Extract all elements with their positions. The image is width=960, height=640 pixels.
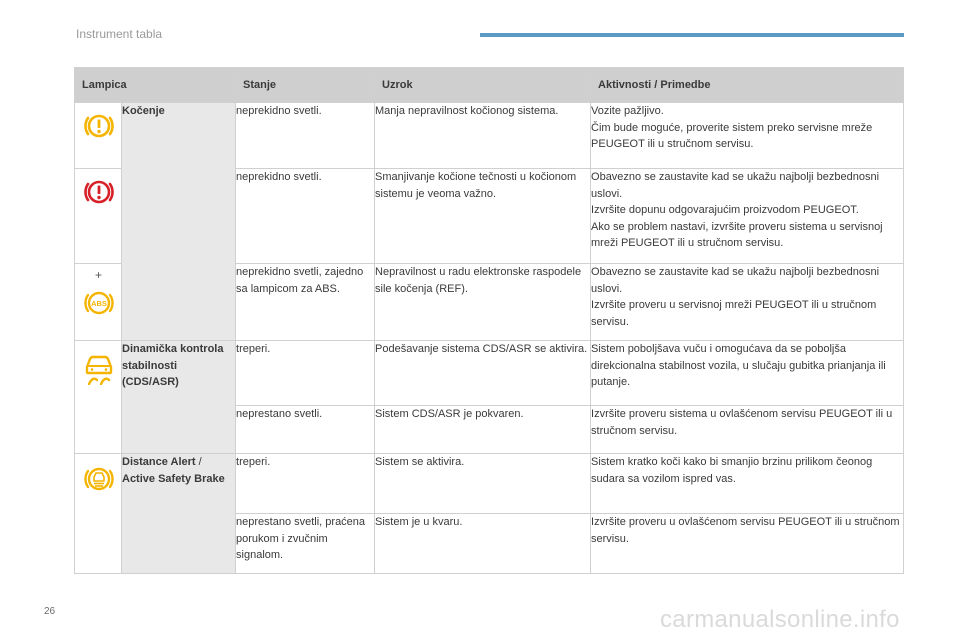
distance-alert-icon bbox=[83, 463, 115, 495]
table-row bbox=[75, 341, 904, 406]
state-cell: neprestano svetli, praćena porukom i zvučnim signalom. bbox=[236, 514, 375, 574]
action-line: Ako se problem nastavi, izvršite proveru sistema u servisnoj mreži PEUGEOT ili u stručnom servisu. bbox=[591, 220, 883, 249]
cause-cell: Smanjivanje kočione tečnosti u kočionom sistemu je veoma važno. bbox=[375, 169, 591, 264]
action-cell bbox=[591, 169, 904, 264]
brake-warning-red-icon bbox=[83, 176, 115, 208]
table-header-row bbox=[75, 68, 904, 103]
action-line: Čim bude moguće, proverite sistem preko servisne mreže PEUGEOT ili u stručnom servisu. bbox=[591, 121, 873, 150]
action-cell bbox=[591, 454, 904, 514]
action-line: Obavezno se zaustavite kad se ukažu najbolji bezbednosni uslovi. bbox=[591, 171, 880, 200]
group-name-distance bbox=[122, 454, 236, 574]
stability-control-icon bbox=[83, 351, 115, 385]
cause-cell: Sistem CDS/ASR je pokvaren. bbox=[375, 406, 591, 454]
plus-sign: + bbox=[95, 268, 103, 282]
action-cell bbox=[591, 514, 904, 574]
cause-cell: Manja nepravilnost kočionog sistema. bbox=[375, 103, 591, 169]
table-row bbox=[75, 454, 904, 514]
action-cell bbox=[591, 103, 904, 169]
state-cell: treperi. bbox=[236, 341, 375, 406]
action-line: Sistem poboljšava vuču i omogućava da se poboljša direkcionalna stabilnost vozila, u slučaju gubitka prianjanja ili putanje. bbox=[591, 343, 886, 388]
cause-cell: Podešavanje sistema CDS/ASR se aktivira. bbox=[375, 341, 591, 406]
action-line: Sistem kratko koči kako bi smanjio brzinu prilikom čeonog sudara sa vozilom ispred vas. bbox=[591, 456, 873, 485]
state-cell: neprekidno svetli, zajedno sa lampicom za ABS. bbox=[236, 264, 375, 341]
state-cell: neprekidno svetli. bbox=[236, 169, 375, 264]
action-line: Obavezno se zaustavite kad se ukažu najbolji bezbednosni uslovi. bbox=[591, 266, 880, 295]
page-header-title: Instrument tabla bbox=[76, 27, 163, 41]
lamp-cell bbox=[75, 454, 122, 574]
cause-cell: Sistem je u kvaru. bbox=[375, 514, 591, 574]
watermark: carmanualsonline.info bbox=[660, 606, 900, 633]
lamp-cell bbox=[75, 264, 122, 341]
state-cell: treperi. bbox=[236, 454, 375, 514]
table-row bbox=[75, 103, 904, 169]
lamp-cell bbox=[75, 169, 122, 264]
cause-cell: Nepravilnost u radu elektronske raspodele sile kočenja (REF). bbox=[375, 264, 591, 341]
group-name-distance-part2: Active Safety Brake bbox=[122, 472, 225, 485]
action-line: Vozite pažljivo. bbox=[591, 105, 664, 117]
column-header-state: Stanje bbox=[236, 68, 375, 103]
action-cell bbox=[591, 264, 904, 341]
group-name-separator: / bbox=[195, 456, 202, 468]
lamp-cell bbox=[75, 341, 122, 454]
action-cell bbox=[591, 406, 904, 454]
column-header-lamp: Lampica bbox=[75, 68, 236, 103]
state-cell: neprekidno svetli. bbox=[236, 103, 375, 169]
group-name-distance-part1: Distance Alert bbox=[122, 456, 196, 468]
column-header-cause: Uzrok bbox=[375, 68, 591, 103]
state-cell: neprestano svetli. bbox=[236, 406, 375, 454]
action-line: Izvršite dopunu odgovarajućim proizvodom PEUGEOT. bbox=[591, 204, 859, 216]
brake-warning-yellow-icon bbox=[83, 110, 115, 142]
group-name-brakes: Kočenje bbox=[122, 103, 236, 341]
action-line: Izvršite proveru u servisnoj mreži PEUGEOT ili u stručnom servisu. bbox=[591, 299, 877, 328]
abs-warning-icon bbox=[83, 287, 115, 319]
action-cell bbox=[591, 341, 904, 406]
action-line: Izvršite proveru sistema u ovlašćenom servisu PEUGEOT ili u stručnom servisu. bbox=[591, 408, 893, 437]
header-accent-bar bbox=[480, 33, 904, 37]
group-name-stability: Dinamička kontrola stabilnosti (CDS/ASR) bbox=[122, 341, 236, 454]
cause-cell: Sistem se aktivira. bbox=[375, 454, 591, 514]
action-line: Izvršite proveru u ovlašćenom servisu PEUGEOT ili u stručnom servisu. bbox=[591, 516, 900, 545]
warning-lamps-table bbox=[74, 67, 904, 574]
svg-text:ABS: ABS bbox=[91, 299, 107, 308]
page-number: 26 bbox=[44, 606, 56, 617]
lamp-cell bbox=[75, 103, 122, 169]
column-header-action: Aktivnosti / Primedbe bbox=[591, 68, 904, 103]
